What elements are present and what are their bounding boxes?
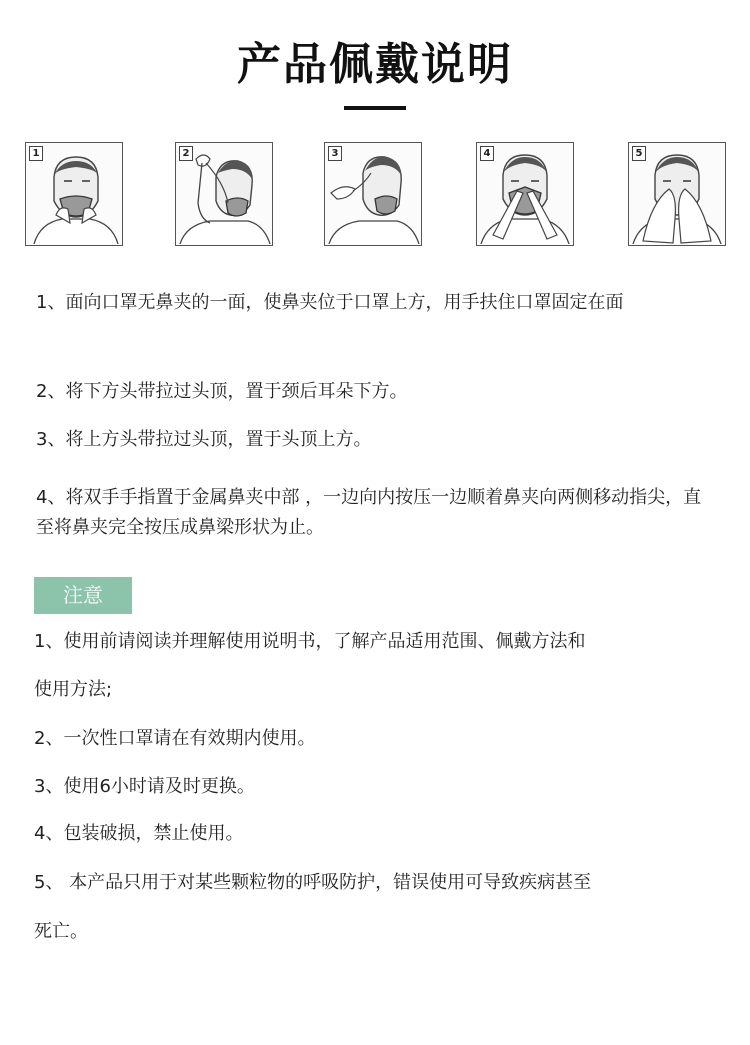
page-title: 产品佩戴说明 [237,39,513,90]
step-5-illustration [628,142,726,246]
notice-item: 5、 本产品只用于对某些颗粒物的呼吸防护，错误使用可导致疾病甚至 [34,872,592,893]
step-3-illustration [324,142,422,246]
instruction-step-1: 1、面向口罩无鼻夹的一面，使鼻夹位于口罩上方，用手扶住口罩固定在面 [36,292,624,313]
notice-item: 4、包装破损，禁止使用。 [34,823,244,844]
step-number: 5 [632,146,646,161]
instruction-step-4: 4、将双手手指置于金属鼻夹中部 ，一边向内按压一边顺着鼻夹向两侧移动指尖，直至将鼻夹完全按压成鼻梁形状为止。 [36,487,702,538]
step-number: 2 [179,146,193,161]
notice-item: 1、使用前请阅读并理解使用说明书，了解产品适用范围、佩戴方法和 [34,631,586,652]
instruction-step-3: 3、将上方头带拉过头顶，置于头顶上方。 [36,429,372,450]
notice-item: 死亡。 [34,921,88,942]
notice-item: 3、使用6小时请及时更换。 [34,776,255,797]
instruction-step-2: 2、将下方头带拉过头顶，置于颈后耳朵下方。 [36,381,408,402]
step-illustrations [0,142,750,248]
notice-item: 2、一次性口罩请在有效期内使用。 [34,728,316,749]
notice-item: 使用方法; [34,679,113,700]
title-underline [344,106,406,110]
step-number: 4 [480,146,494,161]
step-4-illustration [476,142,574,246]
step-2-illustration [175,142,273,246]
notice-label: 注意 [34,577,132,614]
step-number: 1 [29,146,43,161]
step-1-illustration [25,142,123,246]
step-number: 3 [328,146,342,161]
